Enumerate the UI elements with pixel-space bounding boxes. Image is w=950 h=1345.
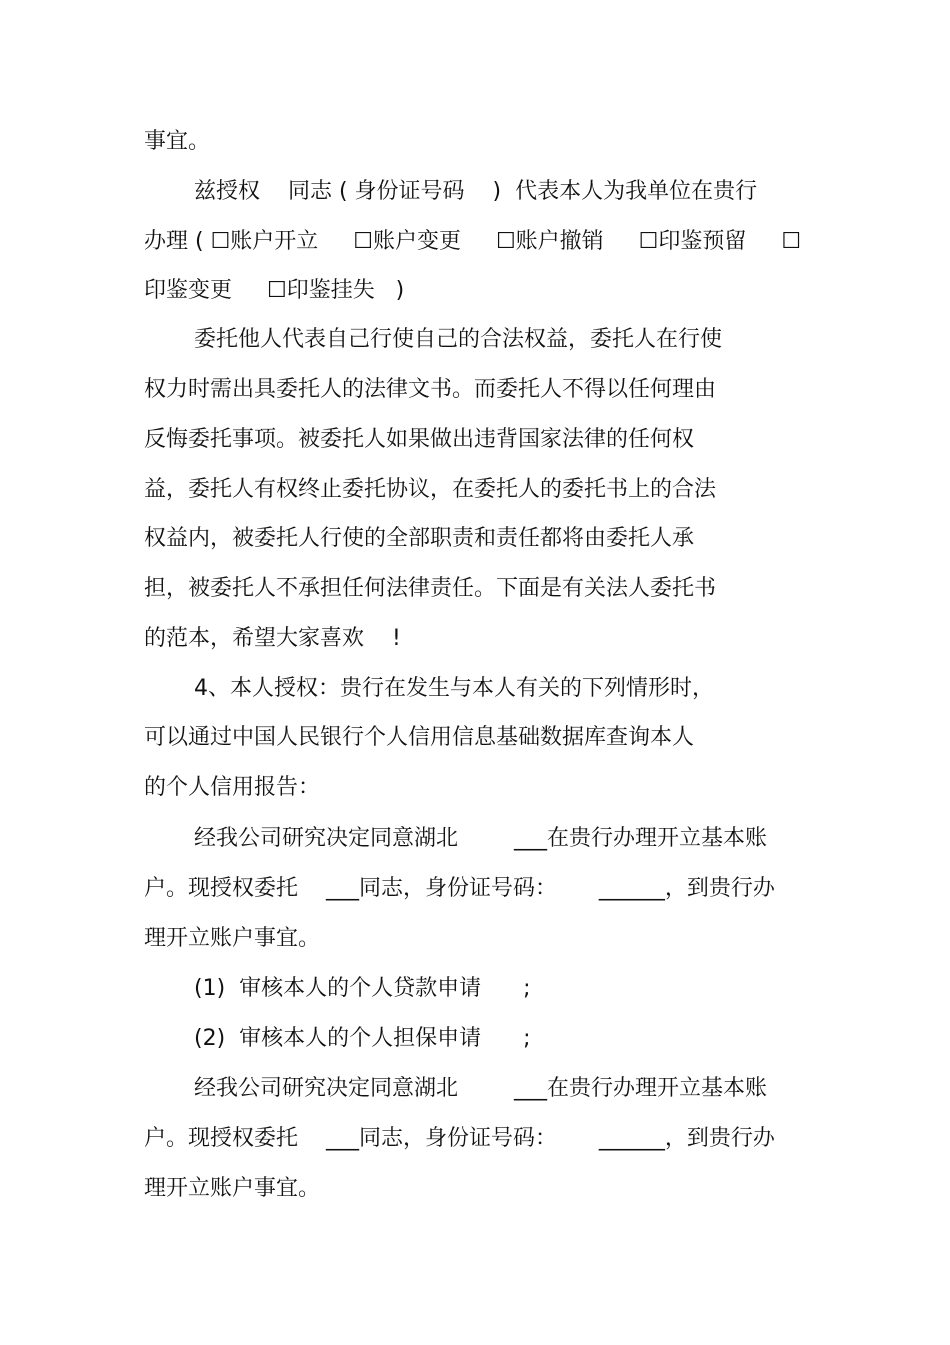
paragraph-line: 理开立账户事宜。 [144,1176,321,1201]
paragraph-line: 的范本，希望大家喜欢 ! [144,626,401,651]
paragraph-line: 可以通过中国人民银行个人信用信息基础数据库查询本人 [144,725,695,750]
paragraph-line: 印鉴变更 ☐印鉴挂失 ) [144,278,405,303]
paragraph-line: 权益内，被委托人行使的全部职责和责任都将由委托人承 [144,526,695,551]
paragraph-line: 户。现授权委托 ___同志，身份证号码： ______，到贵行办 [144,1126,775,1151]
paragraph-line: 经我公司研究决定同意湖北 ___在贵行办理开立基本账 [194,1076,767,1101]
paragraph-line: 户。现授权委托 ___同志，身份证号码： ______，到贵行办 [144,876,775,901]
paragraph-line: 委托他人代表自己行使自己的合法权益，委托人在行使 [194,327,723,352]
list-item: (1) 审核本人的个人贷款申请 ; [194,976,531,1001]
paragraph-line: 办理 ( ☐账户开立 ☐账户变更 ☐账户撤销 ☐印鉴预留 ☐ [144,229,802,254]
paragraph-line: 益，委托人有权终止委托协议，在委托人的委托书上的合法 [144,477,717,502]
paragraph-line: 权力时需出具委托人的法律文书。而委托人不得以任何理由 [144,377,717,402]
list-item: (2) 审核本人的个人担保申请 ; [194,1026,531,1051]
paragraph-line: 反悔委托事项。被委托人如果做出违背国家法律的任何权 [144,427,695,452]
paragraph-line: 担，被委托人不承担任何法律责任。下面是有关法人委托书 [144,576,717,601]
paragraph-line: 兹授权 同志 ( 身份证号码 ) 代表本人为我单位在贵行 [194,179,758,204]
paragraph-line: 4、本人授权：贵行在发生与本人有关的下列情形时， [194,676,714,701]
paragraph-line: 事宜。 [144,129,211,154]
paragraph-line: 经我公司研究决定同意湖北 ___在贵行办理开立基本账 [194,826,767,851]
paragraph-line: 的个人信用报告： [144,775,321,800]
paragraph-line: 理开立账户事宜。 [144,926,321,951]
